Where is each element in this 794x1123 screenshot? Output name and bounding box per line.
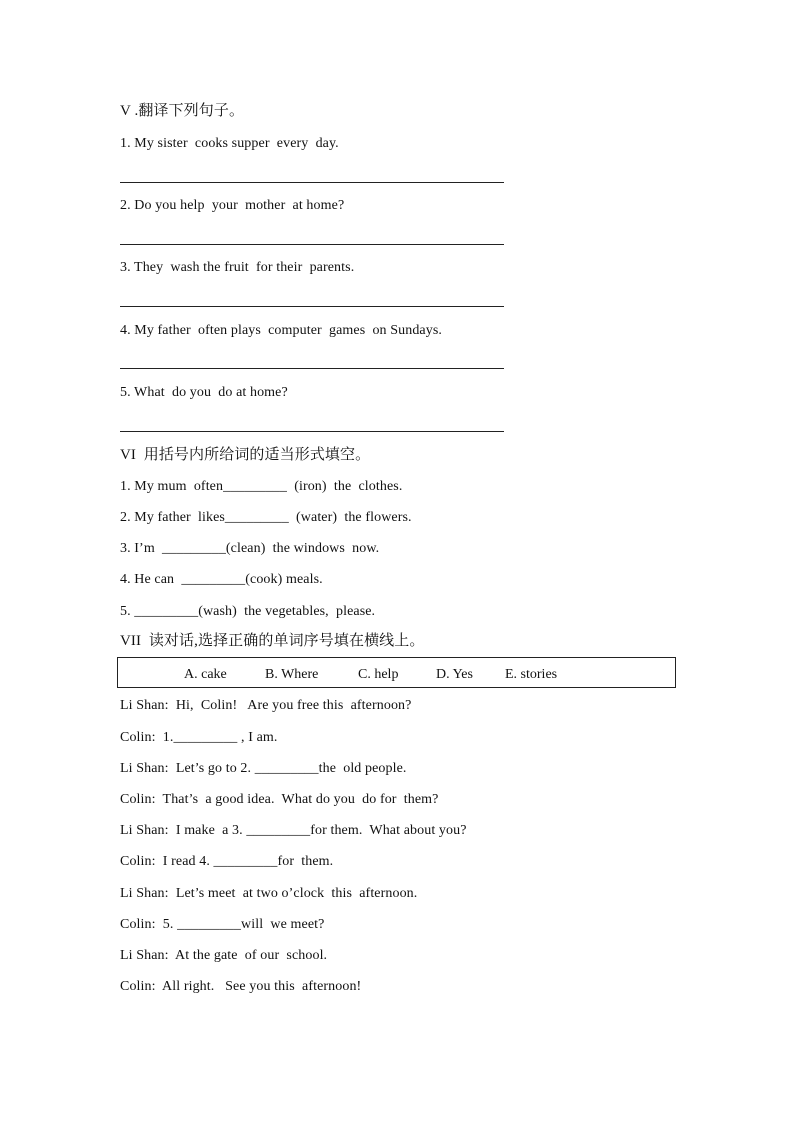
fill-blank-item-2: 2. My father likes_________ (water) the flowers.	[120, 510, 412, 525]
dialogue-line-3: Li Shan: Let’s go to 2. _________the old people.	[120, 761, 407, 776]
section-6-heading: VI 用括号内所给词的适当形式填空。	[120, 447, 371, 463]
translate-sentence-5: 5. What do you do at home?	[120, 385, 288, 400]
section-7-heading: VII 读对话,选择正确的单词序号填在横线上。	[120, 633, 425, 649]
fill-blank-item-1: 1. My mum often_________ (iron) the clothes.	[120, 479, 403, 494]
word-option-a: A. cake	[184, 667, 227, 682]
translate-sentence-4: 4. My father often plays computer games on Sundays.	[120, 323, 442, 338]
dialogue-line-5: Li Shan: I make a 3. _________for them. What about you?	[120, 823, 467, 838]
fill-blank-item-4: 4. He can _________(cook) meals.	[120, 572, 323, 587]
answer-line-3[interactable]	[120, 306, 504, 307]
fill-blank-item-3: 3. I’m _________(clean) the windows now.	[120, 541, 380, 556]
word-option-c: C. help	[358, 667, 399, 682]
dialogue-line-4: Colin: That’s a good idea. What do you do for them?	[120, 792, 439, 807]
word-bank-box	[117, 657, 676, 688]
word-option-e: E. stories	[505, 667, 558, 682]
dialogue-line-8: Colin: 5. _________will we meet?	[120, 917, 325, 932]
translate-sentence-3: 3. They wash the fruit for their parents.	[120, 260, 355, 275]
word-option-d: D. Yes	[436, 667, 473, 682]
answer-line-5[interactable]	[120, 431, 504, 432]
dialogue-line-6: Colin: I read 4. _________for them.	[120, 854, 334, 869]
dialogue-line-7: Li Shan: Let’s meet at two o’clock this afternoon.	[120, 886, 418, 901]
translate-sentence-1: 1. My sister cooks supper every day.	[120, 136, 339, 151]
section-5-heading: V .翻译下列句子。	[120, 103, 245, 119]
word-option-b: B. Where	[265, 667, 319, 682]
fill-blank-item-5: 5. _________(wash) the vegetables, please.	[120, 604, 376, 619]
answer-line-4[interactable]	[120, 368, 504, 369]
dialogue-line-9: Li Shan: At the gate of our school.	[120, 948, 328, 963]
dialogue-line-10: Colin: All right. See you this afternoon!	[120, 979, 362, 994]
answer-line-1[interactable]	[120, 182, 504, 183]
dialogue-line-1: Li Shan: Hi, Colin! Are you free this afternoon?	[120, 698, 412, 713]
translate-sentence-2: 2. Do you help your mother at home?	[120, 198, 345, 213]
dialogue-line-2: Colin: 1._________ , I am.	[120, 730, 278, 745]
answer-line-2[interactable]	[120, 244, 504, 245]
